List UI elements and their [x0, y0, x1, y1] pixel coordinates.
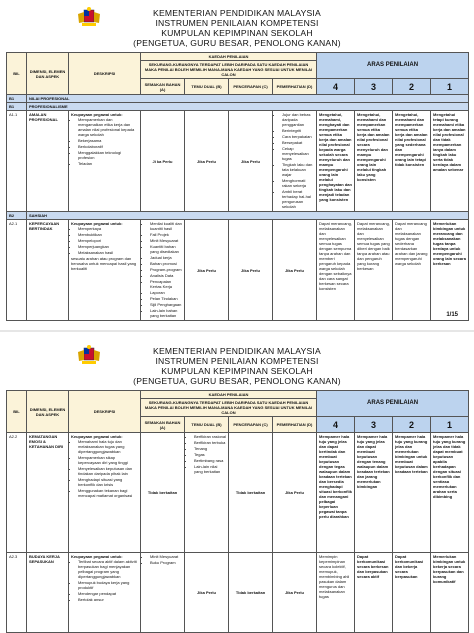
col-temu: TEMU DUAL (B) [185, 417, 229, 433]
cell-pencerapan: Tidak berkaitan [229, 433, 273, 553]
cell-level-2: Dapat berkomunikasi dan bekerja secara berpasukan [393, 553, 431, 633]
col-pencerapan: PENCERAPAN (C) [229, 417, 273, 433]
page-separator [0, 330, 474, 332]
instrument-title: INSTRUMEN PENILAIAN KOMPETENSI [155, 18, 319, 28]
cell-level-3: Dapat berkomunikasi secara berkesan dan berpasukan secara aktif [355, 553, 393, 633]
level-1: 1 [431, 79, 469, 95]
list-item: • Bekerjasama [78, 138, 138, 143]
list-item: • Cara berpakaian [282, 134, 314, 139]
table-row [7, 220, 469, 321]
list-item: • Bertimbang rasa [194, 458, 226, 463]
cell-temu: Jika Perlu [185, 220, 229, 321]
assessment-table-page-2 [6, 390, 469, 633]
list-item: • Program-program [150, 267, 182, 272]
row-aspek: KEPERCAYAAN BERTINDAK [27, 220, 69, 321]
list-item: • Memperjuangkan [78, 244, 138, 249]
cell-temu: Jika Perlu [185, 111, 229, 212]
table-row [7, 553, 469, 633]
level-3: 3 [355, 79, 393, 95]
cell-level-4: Dapat merancang, melaksanakan dan menyelesaikan semua tugas dengan sempurna tanpa arahan dan memberi pengaruh kepada warga sekolah dengan sebaiknya dan cara sangat berkesan secara konsisten [317, 220, 355, 321]
level-4: 4 [317, 417, 355, 433]
assessment-table-page-1 [6, 52, 469, 321]
cell-level-3: Dapat merancang, melaksanakan dan menyelesaikan semua tugas yang diberi dengan baik tanpa arahan atau dan pengaruh yang kurang berkesan [355, 220, 393, 321]
col-aras: ARAS PENILAIAN [317, 53, 469, 79]
list-item: • Minit Mesyuarat [150, 238, 182, 243]
cell-semakan [141, 553, 185, 633]
col-deskripsi: DESKRIPSI [69, 391, 141, 433]
page-number: 1/15 [446, 312, 458, 318]
row-deskripsi [69, 433, 141, 553]
cell-level-4: Mempamer hala tuju yang jelas dan dapat bertindak dan membuat keputusan dengan tegas walaupun dalam keadaan tertekan dan bersedia menghadapi situasi berkonflik dan menangani pelbagai keperluan pegawai tanpa perlu diarahkan [317, 433, 355, 553]
document-page-1 [6, 0, 468, 318]
col-bil: BIL [7, 53, 27, 95]
ministry-title: KEMENTERIAN PENDIDIKAN MALAYSIA [153, 8, 321, 18]
list-item: • Menilai kualiti dan kuantiti hasil [150, 221, 182, 231]
list-item: • Menggunakan tekanan bagi mencapai matlamat organisasi [78, 488, 138, 498]
desc-intro: Keupayaan pegawai untuk: [71, 112, 123, 117]
list-item: • Mempelopori [78, 238, 138, 243]
cell-pemerhatian: Jika Perlu [273, 553, 317, 633]
list-item: • Teladan [78, 161, 138, 166]
cell-level-4: Memimpin kepemimpinan secara kolektif, memupuk, membimbing ahli pasukan dalam mengurus dan melaksanakan tugas [317, 553, 355, 633]
list-item: • Terlibat secara aktif dalam aktiviti berpasukan bagi menjayakan pelbagai program yang dipertanggungjawabkan [78, 559, 138, 579]
cell-level-1: Mempamer hala tuju yang kurang jelas dan tidak dapat membuat keputusan apabila berhadapan dengan situasi berkonflik dan sentiasa memerlukan arahan serta dibimbing [431, 433, 469, 553]
level-2: 2 [393, 79, 431, 95]
level-2: 2 [393, 417, 431, 433]
cell-pencerapan: Jika Perlu [229, 111, 273, 212]
cell-pencerapan: Tidak berkaitan [229, 553, 273, 633]
level-1: 1 [431, 417, 469, 433]
row-bil: A2.3 [7, 553, 27, 633]
band-label: NILAI PROFESIONAL [27, 95, 469, 103]
list-item: • Berfikiran terbuka [194, 440, 226, 445]
desc-tail: sesuatu arahan atau program dan berusaha untuk mencapai hasil yang berkualiti [71, 256, 137, 271]
col-kaedah: KAEDAH PENILAIAN [141, 391, 317, 399]
list-item: • Berkolaboratif [78, 144, 138, 149]
list-item: • Memperkaya [78, 226, 138, 231]
col-pencerapan: PENCERAPAN (C) [229, 79, 273, 95]
row-aspek: BUDAYA KERJA SEPASUKAN [27, 553, 69, 633]
list-item: • Minit Mesyuarat [150, 554, 182, 559]
cell-semakan [141, 220, 185, 321]
band-code: B1 [7, 95, 27, 103]
group-subtitle: (PENGETUA, GURU BESAR, PENOLONG KANAN) [133, 38, 341, 48]
col-pemerhatian: PEMERHATIAN (D) [273, 79, 317, 95]
list-item: • Menghormati rakan sekerja [282, 178, 314, 188]
list-item: • Fail Projek [150, 232, 182, 237]
list-item: • Pencapaian Kertas Kerja [150, 279, 182, 289]
cell-level-2: Mempamer hala tuju yang kurang jelas dan memerlukan bimbingan untuk membuat keputusan dalam keadaan tertekan [393, 433, 431, 553]
list-item: • Membuktikan [78, 232, 138, 237]
cell-level-3: Mempamer hala tuju yang jelas dan dapat membuat keputusan dengan tenang walaupun dalam keadaan tertekan dan jarang memerlukan bimbingan [355, 433, 393, 553]
level-3: 3 [355, 417, 393, 433]
desc-intro: Keupayaan pegawai untuk: [71, 554, 123, 559]
list-item: • Menggalakkan teknologi profesion [78, 150, 138, 160]
cell-semakan: Ji ka Perlu [141, 111, 185, 212]
list-item: • Menyelesaikan keputusan dan tindakan daripada pihak lain [78, 466, 138, 476]
list-item: • Melaksanakan hasil [78, 250, 138, 255]
col-pemerhatian: PEMERHATIAN (D) [273, 417, 317, 433]
row-aspek: KEMATANGAN EMOSI & KETAHANAN DIRI [27, 433, 69, 553]
cell-pencerapan: Jika Perlu [229, 220, 273, 321]
list-item: • Mendengar pendapat [78, 591, 138, 596]
list-item: • Menghadapi situasi yang berkonflik dan krisis [78, 477, 138, 487]
list-item: • Buku Program [150, 560, 182, 565]
table-row [7, 433, 469, 553]
kaedah-note: SEKURANG-KURANGNYA TERDAPAT LEBIH DARIPADA SATU KAEDAH PENILAIAN MAKA PENILAI BOLEH MEMILIH MANA-MANA KAEDAH YANG SESUAI UNTUK MENILAI CALON [141, 61, 317, 79]
band-code: B2 [7, 212, 27, 220]
col-temu: TEMU DUAL (B) [185, 79, 229, 95]
cell-temu: Jika Perlu [185, 553, 229, 633]
list-item: • Jujur dan bebas daripada penggantian [282, 112, 314, 127]
band-label: PROFESIONALISME [27, 103, 469, 111]
list-item: • Bahan promosi [150, 261, 182, 266]
desc-intro: Keupayaan pegawai untuk: [71, 434, 123, 439]
col-aras: ARAS PENILAIAN [317, 391, 469, 417]
list-item: • Berfikiran rasional [194, 434, 226, 439]
list-item: • Bertolak ansur [78, 597, 138, 602]
list-item: • Analisis Data [150, 273, 182, 278]
col-kaedah: KAEDAH PENILAIAN [141, 53, 317, 61]
col-deskripsi: DESKRIPSI [69, 53, 141, 95]
list-item: • Lain-lain bahan yang berkaitan [150, 308, 182, 318]
group-title: KUMPULAN KEPIMPINAN SEKOLAH [161, 366, 313, 376]
cell-level-2: Dapat merancang dan melaksanakan tugas dengan sederhana berdasarkan arahan dan jarang mempengaruhi warga sekolah [393, 220, 431, 321]
list-item: • Mempamerkan sikap kepercayaan diri yang tinggi [78, 455, 138, 465]
cell-level-3: Mengetahui, memahami dan mempamerkan semua etika kerja dan amalan nilai profesional secara menyeluruh dan mampu mempengaruhi orang lain melalui tingkah laku yang konsisten [355, 111, 393, 212]
list-item: • Mempamerkan dan mengamalkan etika kerja dan amalan nilai profesional kepada warga sekolah [78, 117, 138, 137]
list-item: • Tenang [194, 446, 226, 451]
level-4: 4 [317, 79, 355, 95]
list-item: • Pelan Tindakan [150, 296, 182, 301]
cell-semakan: Tidak berkaitan [141, 433, 185, 553]
table-row [7, 111, 469, 212]
list-item: • Memahami hala tuju dan melaksanakan tugas yang dipertanggungjawabkan [78, 439, 138, 454]
kaedah-note: SEKURANG-KURANGNYA TERDAPAT LEBIH DARIPADA SATU KAEDAH PENILAIAN MAKA PENILAI BOLEH MEMILIH MANA-MANA KAEDAH YANG SESUAI UNTUK MENILAI CALON [141, 399, 317, 417]
band-code: B1 [7, 103, 27, 111]
cell-temu [185, 433, 229, 553]
row-bil: A1.1 [7, 111, 27, 212]
cell-level-1: Memerlukan bimbingan untuk merancang dan melaksanakan tugas tanpa berdaya untuk mempengaruhi orang lain secara berkesan [431, 220, 469, 321]
cell-pemerhatian: Jika Perlu [273, 220, 317, 321]
cell-level-4: Mengetahui, memahami, menghayati dan mempamerkan semua etika kerja dan amalan nilai profesional kepada warga sekolah secara menyeluruh dan mampu mempengaruhi orang lain melalui penghayatan dan tingkah laku dan menjadi teladan yang konsisten [317, 111, 355, 212]
row-bil: A2.2 [7, 433, 27, 553]
row-deskripsi [69, 553, 141, 633]
row-aspek: AMALAN PROFESIONAL [27, 111, 69, 212]
list-item: • Jadual kerja [150, 255, 182, 260]
list-item: • Cekap menyelesaikan tugas [282, 146, 314, 161]
row-deskripsi [69, 220, 141, 321]
row-deskripsi [69, 111, 141, 212]
cell-level-2: Mengetahui, memahami dan mempamerkan semua etika kerja dan amalan nilai profesional yang sederhana dan mempengaruhi orang lain tetapi tidak konsisten [393, 111, 431, 212]
row-bil: A2.1 [7, 220, 27, 321]
list-item: • Laporan [150, 290, 182, 295]
col-semakan: SEMAKAN BAHAN (A) [141, 417, 185, 433]
band-label: SAHSIAH [27, 212, 469, 220]
cell-level-1: Memerlukan bimbingan untuk bekerja secara berpasukan dan kurang komunikatif [431, 553, 469, 633]
cell-pemerhatian [273, 111, 317, 212]
group-subtitle: (PENGETUA, GURU BESAR, PENOLONG KANAN) [133, 376, 341, 386]
desc-intro: Keupayaan pegawai untuk: [71, 221, 123, 226]
instrument-title: INSTRUMEN PENILAIAN KOMPETENSI [155, 356, 319, 366]
group-title: KUMPULAN KEPIMPINAN SEKOLAH [161, 28, 313, 38]
col-bil: BIL [7, 391, 27, 433]
col-dimensi: DIMENSI, ELEMEN DAN ASPEK [27, 391, 69, 433]
list-item: • Memupuk budaya kerja yang produktif [78, 580, 138, 590]
ministry-title: KEMENTERIAN PENDIDIKAN MALAYSIA [153, 346, 321, 356]
list-item: • Tingkah laku dan tata kelakuan wajar [282, 162, 314, 177]
list-item: • Lain-lain nilai yang berkaitan [194, 464, 226, 474]
col-semakan: SEMAKAN BAHAN (A) [141, 79, 185, 95]
list-item: • Tegas [194, 452, 226, 457]
list-item: • Kuantiti bahan yang disediakan [150, 244, 182, 254]
col-dimensi: DIMENSI, ELEMEN DAN ASPEK [27, 53, 69, 95]
list-item: • Sijil Penghargaan [150, 302, 182, 307]
list-item: • Ambil berat terhadap hal-hal pengurusan sekolah [282, 189, 314, 209]
cell-level-1: Mengetahui tetapi kurang memahami etika kerja dan amalan nilai profesional dan tidak mempamerkan ianya dalam tingkah laku serta tidak berdaya dalam amalan sebenar [431, 111, 469, 212]
cell-pemerhatian: Jika Perlu [273, 433, 317, 553]
list-item: • Berintegriti [282, 128, 314, 133]
document-page-2 [6, 340, 468, 632]
list-item: • Bersepakat [282, 140, 314, 145]
